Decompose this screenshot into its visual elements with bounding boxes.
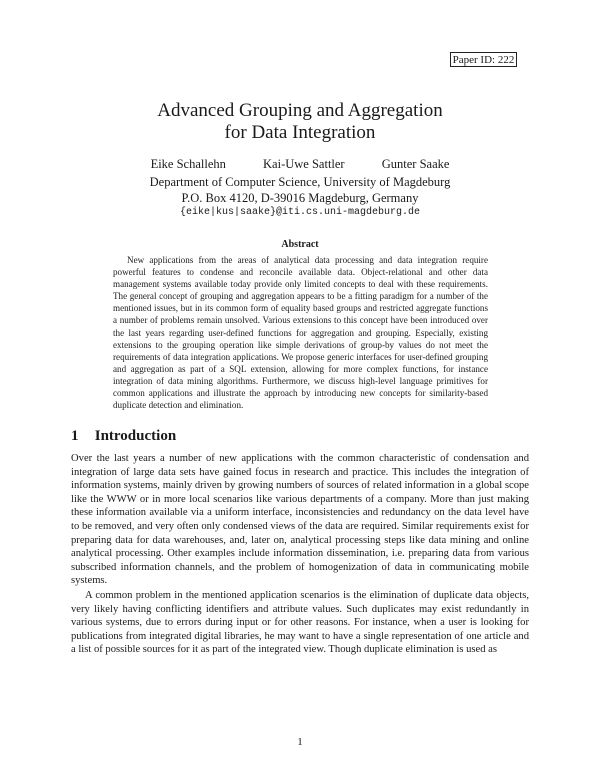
author-name: Gunter Saake (381, 157, 450, 171)
section-title: Introduction (94, 428, 177, 444)
body-paragraph: Over the last years a number of new applications with the common characteristic of condensation and integration of large data sets have gained focus in research and practice. This includes the integration of information systems, mainly driven by growing numbers of sources of related information in a global scope like the WWW or in more local scenarios like various departments of a company. More than just making these information available via a uniform interface, inconsistencies and redundancy on the data level have to be removed, and very often only condensed views of the data are required. Similar requirements exist for preparing data for data warehouses, and, later on, analytical processing steps like data mining and online analytical processing. Other examples include information dissemination, i.e. preparing data from various subscribed information channels, and the problem of homogenization of data in communicating mobile systems. (71, 453, 529, 587)
author-email (0, 205, 600, 218)
author-name: Eike Schallehn (150, 157, 226, 171)
author-name: Kai-Uwe Sattler (263, 157, 345, 171)
section-heading (71, 428, 176, 445)
paper-id-box: Paper ID: 222 (450, 52, 517, 67)
title-line-1: Advanced Grouping and Aggregation (157, 100, 443, 121)
body-paragraph: A common problem in the mentioned application scenarios is the elimination of duplicate data objects, very likely having conflicting identifiers and attribute values. Such duplicates may exist redundantly in various systems, due to errors during input or for other reasons. For instance, when a user is looking for publications from integrated digital libraries, he may want to have a single representation of one article and a list of possible sources for it as part of the integrated view. Though duplicate elimination is used as (71, 590, 529, 656)
title-line-2: for Data Integration (224, 122, 376, 143)
paper-title (0, 100, 600, 144)
affiliation (0, 174, 600, 206)
email-text: {eike|kus|saake}@iti.cs.uni-magdeburg.de (179, 207, 421, 218)
affiliation-line-2: P.O. Box 4120, D-39016 Magdeburg, Germany (181, 191, 419, 205)
abstract-heading: Abstract (281, 239, 319, 250)
abstract-body: New applications from the areas of analytical data processing and data integration require powerful features to condense and reconcile available data. Object-relational and other data management systems available today provide only limited concepts to deal with these requirements. The general concept of grouping and aggregation appears to be a fitting paradigm for a number of the mentioned issues, but in its common form of equality based groups and restricted aggregate functions a number of problems remain unsolved. Various extensions to this concept have been introduced over the last years regarding user-defined functions for aggregation and grouping. Especially, existing extensions to the grouping operation like simple derivations of group-by values do not meet the requirements of data integration applications. We propose generic interfaces for user-defined grouping and aggregation as part of a SQL extension, allowing for more complex functions, for instance integration of data mining algorithms. Furthermore, we discuss high-level language primitives for common applications and illustrate the approach by introducing new concepts for similarity-based duplicate detection and elimination. (113, 255, 488, 411)
author-list (0, 157, 600, 172)
section-number: 1 (71, 428, 79, 444)
page-number: 1 (297, 736, 303, 748)
affiliation-line-1: Department of Computer Science, University of Magdeburg (149, 175, 451, 189)
